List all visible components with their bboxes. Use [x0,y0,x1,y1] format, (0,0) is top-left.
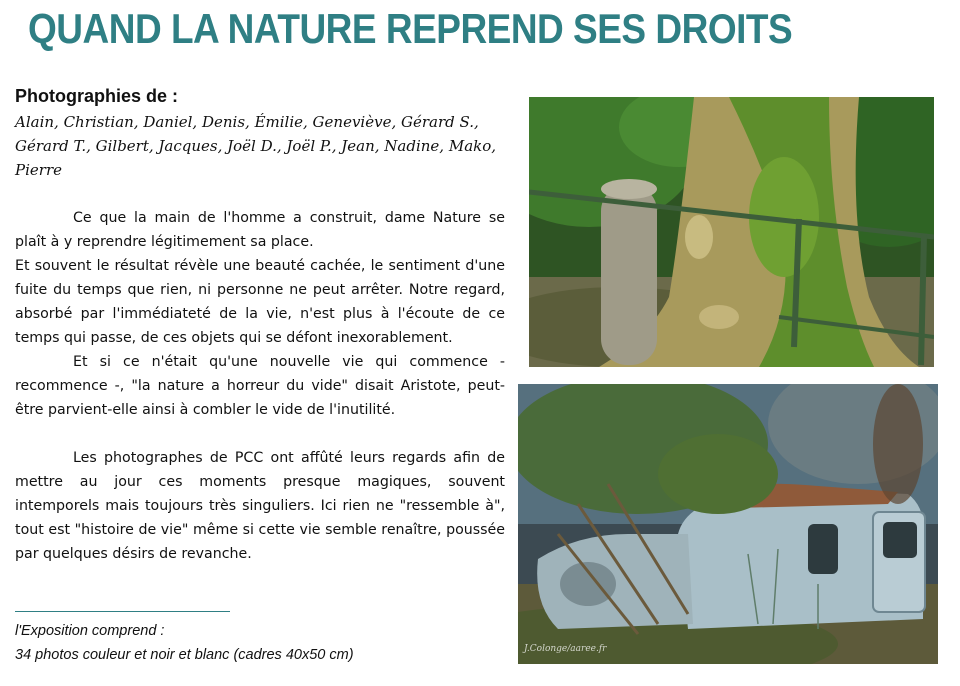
body-text [15,206,505,566]
paragraph-4: Les photographes de PCC ont affûté leurs regards afin de mettre au jour ces moments presque magiques, souvent intemporels mais toujours très singuliers. Ici rien ne "ressemble à", tout est "histoire de vie" même si cette vie semble renaître, poussée par quelques désirs de revanche. [15,450,505,562]
paragraph-2: Et souvent le résultat révèle une beauté cachée, le sentiment d'une fuite du temps que rien, ni personne ne peut arrêter. Notre regard, absorbé par l'immédiateté de la vie, n'est plus à l'écoute de ce temps qui passe, de ces objets qui se défont inexorablement. [15,258,505,346]
exposition-info [15,619,354,667]
exposition-heading: l'Exposition comprend : [15,623,165,639]
photo-credit: J.Colonge/aaree.fr [524,644,607,654]
page-title: QUAND LA NATURE REPREND SES DROITS [28,6,793,52]
divider-rule [15,611,230,612]
photographers-names: Alain, Christian, Daniel, Denis, Émilie, Geneviève, Gérard S., Gérard T., Gilbert, Jacques, Joël D., Joël P., Jean, Nadine, Mako, Pierre [15,113,497,179]
photo-tree-and-post [529,97,934,367]
exposition-details: 34 photos couleur et noir et blanc (cadres 40x50 cm) [15,647,354,663]
photographers-label: Photographies de : [15,86,179,106]
photo-abandoned-van [518,384,938,664]
paragraph-1: Ce que la main de l'homme a construit, dame Nature se plaît à y reprendre légitimement sa place. [15,210,505,250]
paragraph-3: Et si ce n'était qu'une nouvelle vie qui commence - recommence -, "la nature a horreur du vide" disait Aristote, peut-être parvient-elle ainsi à combler le vide de l'inutilité. [15,354,505,418]
